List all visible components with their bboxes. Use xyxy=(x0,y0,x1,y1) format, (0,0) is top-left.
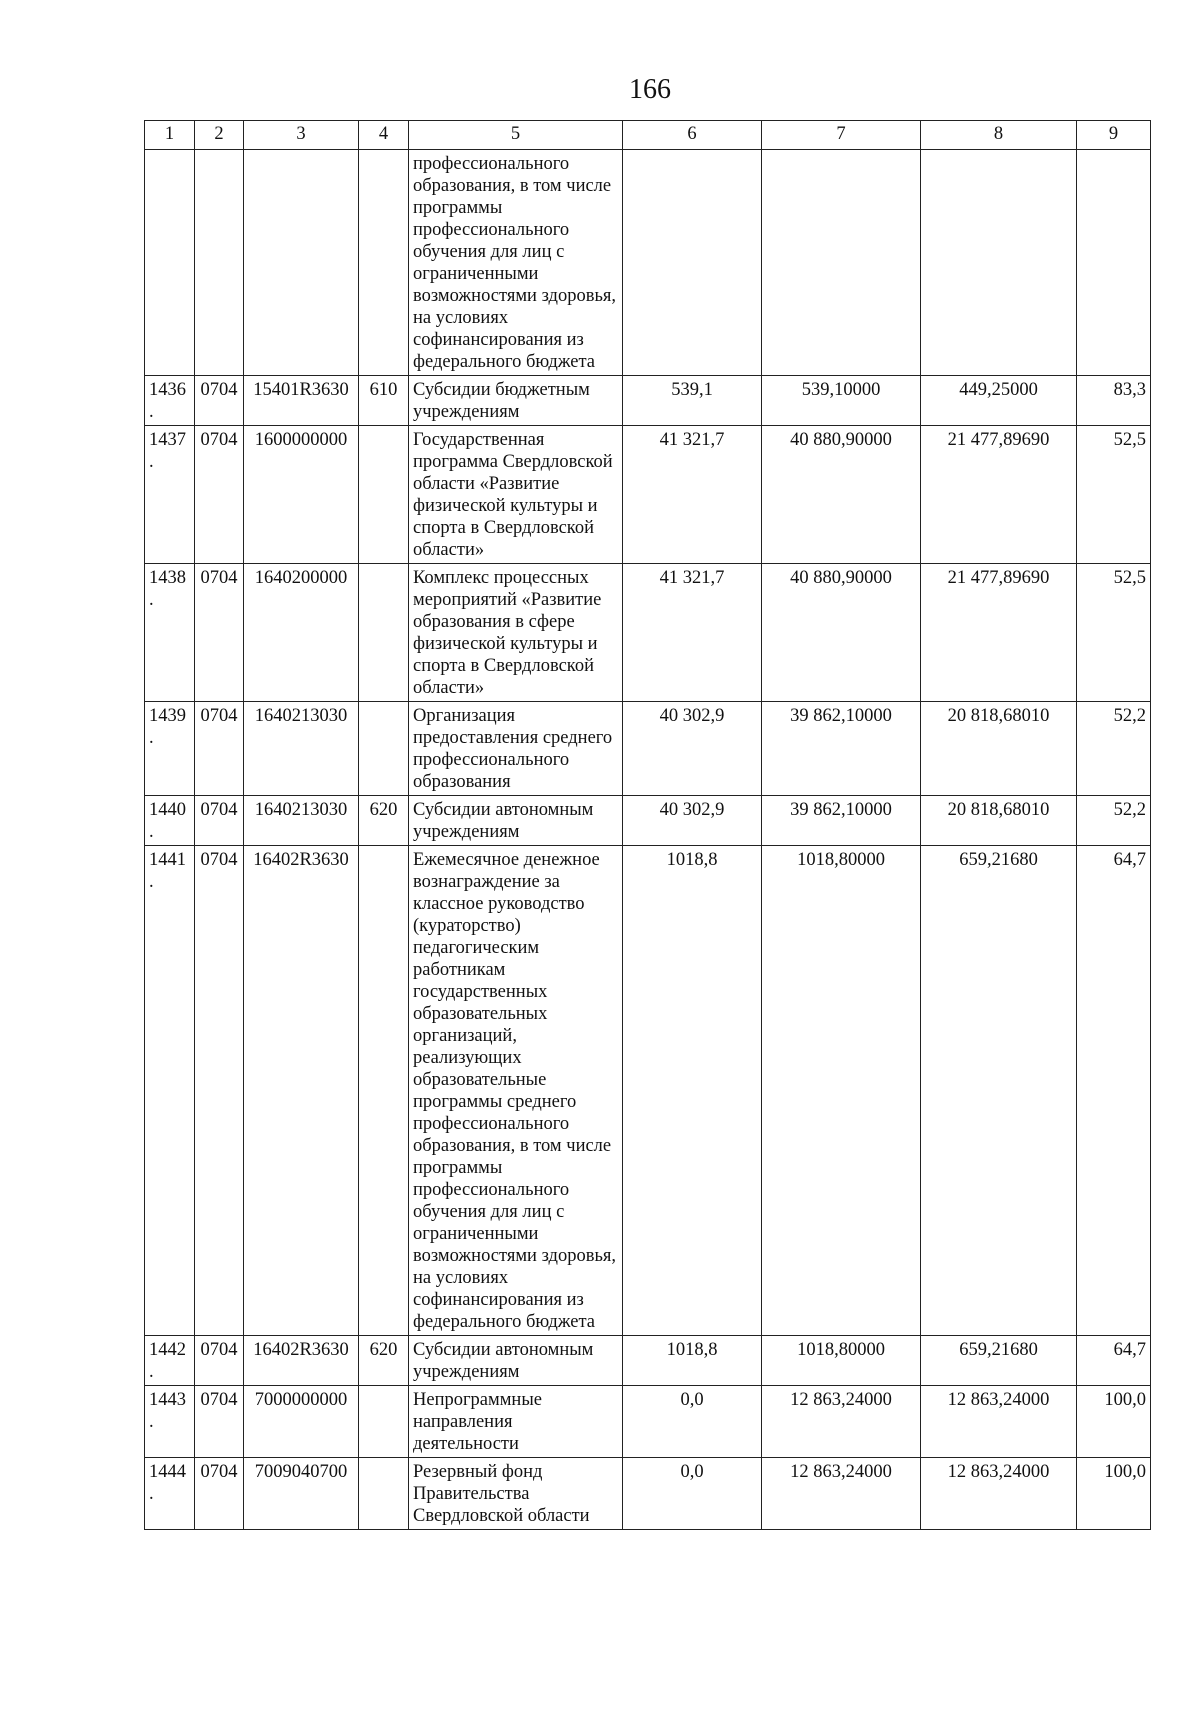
item-name: Субсидии автономным учреждениям xyxy=(409,796,623,846)
header-cell: 9 xyxy=(1077,121,1151,150)
target-article-code: 16402R3630 xyxy=(244,1336,359,1386)
target-article-code: 7009040700 xyxy=(244,1458,359,1530)
item-name: Резервный фонд Правительства Свердловской области xyxy=(409,1458,623,1530)
row-number: 1439. xyxy=(145,702,195,796)
section-code xyxy=(195,150,244,376)
percent-value: 100,0 xyxy=(1077,1386,1151,1458)
percent-value: 64,7 xyxy=(1077,1336,1151,1386)
col7-value: 12 863,24000 xyxy=(762,1386,921,1458)
row-number: 1440. xyxy=(145,796,195,846)
table-row xyxy=(145,1386,1151,1458)
table-row xyxy=(145,702,1151,796)
item-name: Субсидии бюджетным учреждениям xyxy=(409,376,623,426)
header-cell: 8 xyxy=(921,121,1077,150)
table-row xyxy=(145,564,1151,702)
col8-value xyxy=(921,150,1077,376)
percent-value: 100,0 xyxy=(1077,1458,1151,1530)
item-name: Комплекс процессных мероприятий «Развитие образования в сфере физической культуры и спорта в Свердловской области» xyxy=(409,564,623,702)
header-cell: 1 xyxy=(145,121,195,150)
section-code: 0704 xyxy=(195,426,244,564)
header-cell: 4 xyxy=(359,121,409,150)
row-number: 1444. xyxy=(145,1458,195,1530)
target-article-code: 1600000000 xyxy=(244,426,359,564)
header-cell: 7 xyxy=(762,121,921,150)
percent-value: 83,3 xyxy=(1077,376,1151,426)
budget-table xyxy=(144,120,1151,1530)
col8-value: 659,21680 xyxy=(921,1336,1077,1386)
col7-value: 1018,80000 xyxy=(762,846,921,1336)
row-number: 1437. xyxy=(145,426,195,564)
section-code: 0704 xyxy=(195,1336,244,1386)
percent-value xyxy=(1077,150,1151,376)
section-code: 0704 xyxy=(195,796,244,846)
item-name: Ежемесячное денежное вознаграждение за классное руководство (кураторство) педагогическим работникам государственных образовательных организаций, реализующих образовательные программы среднего профессионального образования, в том числе программы профессионального обучения для лиц с ограниченными возможностями здоровья, на условиях софинансирования из федерального бюджета xyxy=(409,846,623,1336)
expense-type-code: 620 xyxy=(359,1336,409,1386)
header-cell: 2 xyxy=(195,121,244,150)
table-row xyxy=(145,150,1151,376)
col7-value: 539,10000 xyxy=(762,376,921,426)
target-article-code: 1640213030 xyxy=(244,702,359,796)
section-code: 0704 xyxy=(195,1386,244,1458)
col7-value: 12 863,24000 xyxy=(762,1458,921,1530)
col7-value xyxy=(762,150,921,376)
col6-value: 0,0 xyxy=(623,1458,762,1530)
header-cell: 3 xyxy=(244,121,359,150)
expense-type-code xyxy=(359,564,409,702)
target-article-code: 7000000000 xyxy=(244,1386,359,1458)
section-code: 0704 xyxy=(195,702,244,796)
expense-type-code xyxy=(359,426,409,564)
percent-value: 52,2 xyxy=(1077,796,1151,846)
row-number: 1438. xyxy=(145,564,195,702)
section-code: 0704 xyxy=(195,1458,244,1530)
header-row xyxy=(145,121,1151,150)
item-name: профессионального образования, в том числе программы профессионального обучения для лиц с ограниченными возможностями здоровья, на условиях софинансирования из федерального бюджета xyxy=(409,150,623,376)
col6-value: 1018,8 xyxy=(623,846,762,1336)
col7-value: 1018,80000 xyxy=(762,1336,921,1386)
table-row xyxy=(145,1336,1151,1386)
col6-value: 40 302,9 xyxy=(623,796,762,846)
expense-type-code xyxy=(359,846,409,1336)
col8-value: 21 477,89690 xyxy=(921,426,1077,564)
table-row xyxy=(145,846,1151,1336)
col8-value: 20 818,68010 xyxy=(921,702,1077,796)
page-number: 166 xyxy=(629,74,671,105)
col8-value: 659,21680 xyxy=(921,846,1077,1336)
percent-value: 52,2 xyxy=(1077,702,1151,796)
col7-value: 40 880,90000 xyxy=(762,426,921,564)
section-code: 0704 xyxy=(195,376,244,426)
col8-value: 12 863,24000 xyxy=(921,1386,1077,1458)
expense-type-code xyxy=(359,1386,409,1458)
percent-value: 64,7 xyxy=(1077,846,1151,1336)
col7-value: 39 862,10000 xyxy=(762,702,921,796)
percent-value: 52,5 xyxy=(1077,426,1151,564)
target-article-code: 16402R3630 xyxy=(244,846,359,1336)
table-row xyxy=(145,1458,1151,1530)
target-article-code xyxy=(244,150,359,376)
col6-value: 539,1 xyxy=(623,376,762,426)
item-name: Непрограммные направления деятельности xyxy=(409,1386,623,1458)
row-number: 1441. xyxy=(145,846,195,1336)
col7-value: 40 880,90000 xyxy=(762,564,921,702)
col6-value: 41 321,7 xyxy=(623,426,762,564)
expense-type-code xyxy=(359,150,409,376)
col8-value: 449,25000 xyxy=(921,376,1077,426)
row-number: 1442. xyxy=(145,1336,195,1386)
col6-value: 41 321,7 xyxy=(623,564,762,702)
col8-value: 21 477,89690 xyxy=(921,564,1077,702)
expense-type-code: 610 xyxy=(359,376,409,426)
col8-value: 20 818,68010 xyxy=(921,796,1077,846)
item-name: Субсидии автономным учреждениям xyxy=(409,1336,623,1386)
table-row xyxy=(145,426,1151,564)
percent-value: 52,5 xyxy=(1077,564,1151,702)
col6-value: 1018,8 xyxy=(623,1336,762,1386)
col6-value: 0,0 xyxy=(623,1386,762,1458)
item-name: Организация предоставления среднего профессионального образования xyxy=(409,702,623,796)
target-article-code: 1640200000 xyxy=(244,564,359,702)
expense-type-code xyxy=(359,1458,409,1530)
section-code: 0704 xyxy=(195,846,244,1336)
item-name: Государственная программа Свердловской области «Развитие физической культуры и спорта в Свердловской области» xyxy=(409,426,623,564)
row-number: 1436. xyxy=(145,376,195,426)
table-row xyxy=(145,796,1151,846)
expense-type-code: 620 xyxy=(359,796,409,846)
target-article-code: 1640213030 xyxy=(244,796,359,846)
row-number xyxy=(145,150,195,376)
col7-value: 39 862,10000 xyxy=(762,796,921,846)
expense-type-code xyxy=(359,702,409,796)
header-cell: 6 xyxy=(623,121,762,150)
row-number: 1443. xyxy=(145,1386,195,1458)
header-cell: 5 xyxy=(409,121,623,150)
col6-value: 40 302,9 xyxy=(623,702,762,796)
table-row xyxy=(145,376,1151,426)
col8-value: 12 863,24000 xyxy=(921,1458,1077,1530)
section-code: 0704 xyxy=(195,564,244,702)
col6-value xyxy=(623,150,762,376)
target-article-code: 15401R3630 xyxy=(244,376,359,426)
